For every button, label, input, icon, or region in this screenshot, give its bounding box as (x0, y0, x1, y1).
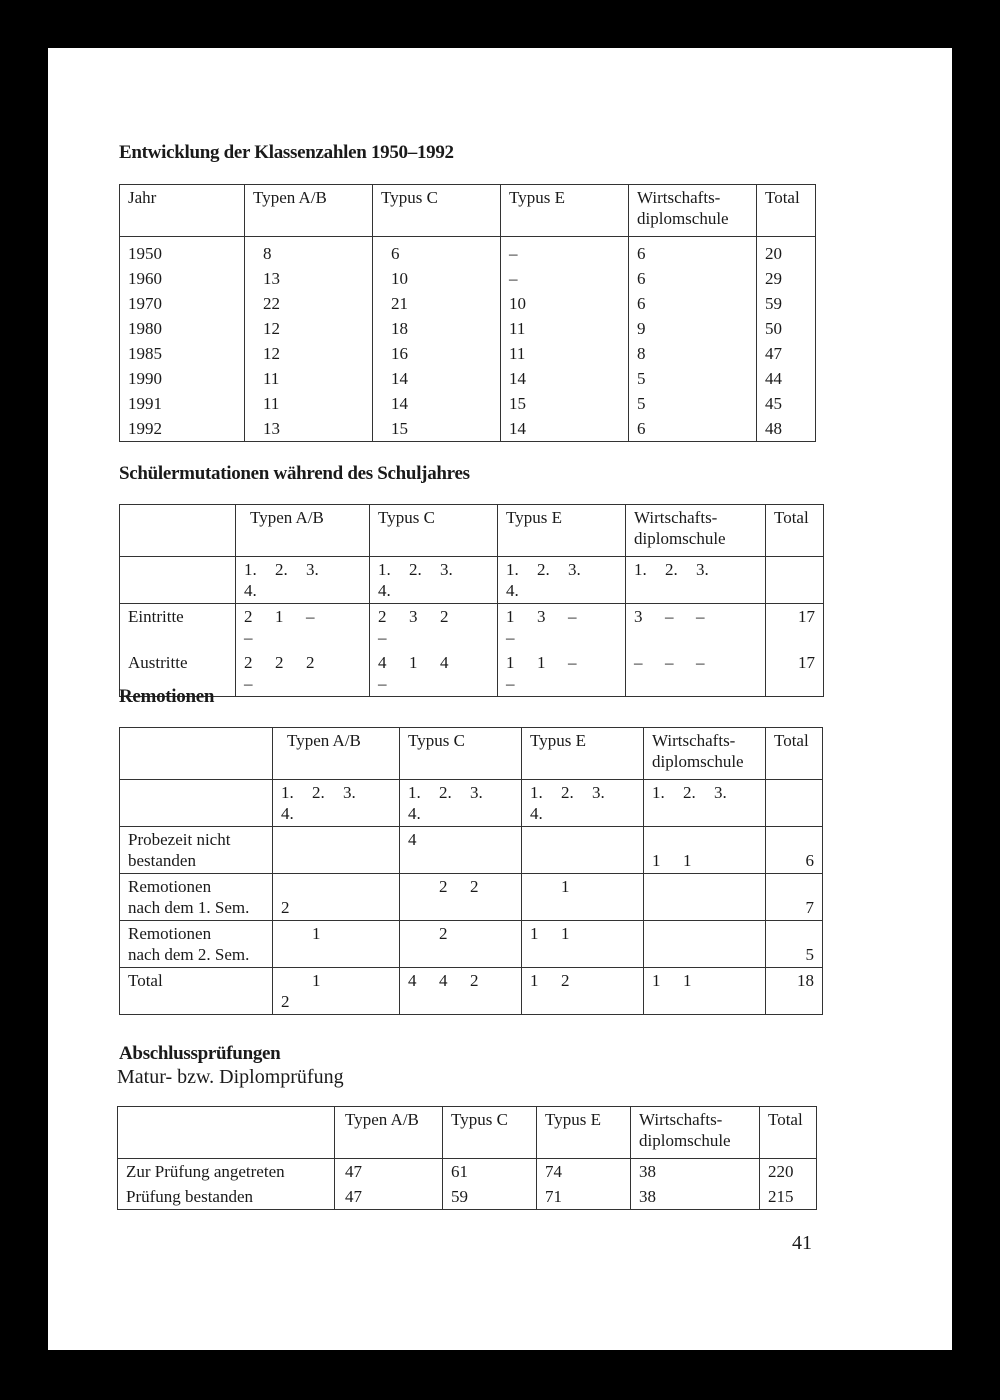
table-cell (498, 557, 626, 604)
corner-cell (766, 780, 823, 827)
table-cell (626, 650, 766, 697)
grade-value: – (568, 653, 577, 672)
col-header: Typus C (400, 728, 522, 780)
grade-value: 2. (665, 560, 678, 579)
table-row (120, 921, 823, 968)
table-cell (644, 874, 766, 921)
table-cell: Total (120, 968, 273, 1015)
page-number: 41 (792, 1232, 812, 1254)
heading-abschlusspruefungen: Abschlussprüfungen (119, 1043, 281, 1064)
table-cell: – (501, 237, 629, 267)
table-row (120, 827, 823, 874)
table-cell: 18 (373, 316, 501, 341)
table-cell (273, 827, 400, 874)
table-cell: 5 (629, 391, 757, 416)
label-line: Probezeit nicht (128, 830, 231, 849)
grade-value: 3 (409, 607, 418, 626)
table-cell: 47 (335, 1184, 443, 1210)
grade-value: 1 (561, 924, 570, 943)
table-row (118, 1159, 817, 1185)
table-cell: 14 (373, 366, 501, 391)
table-row (120, 237, 816, 267)
col-header: Typus E (537, 1107, 631, 1159)
grade-value: 1 (530, 971, 539, 990)
grade-value: 2 (440, 607, 449, 626)
table-cell: Prüfung bestanden (118, 1184, 335, 1210)
label-line: Remotionen (128, 877, 212, 896)
table-cell: 20 (757, 237, 816, 267)
table-cell: 215 (760, 1184, 817, 1210)
table-cell: Zur Prüfung angetreten (118, 1159, 335, 1185)
table-header (118, 1107, 817, 1159)
table-cell: 38 (631, 1184, 760, 1210)
grade-value: 1 (683, 851, 692, 870)
grade-value: 2. (439, 783, 452, 802)
subheading: Matur- bzw. Diplomprüfung (117, 1066, 344, 1088)
table-cell (400, 874, 522, 921)
grade-value: 2 (244, 653, 253, 672)
table-row (120, 650, 824, 697)
grade-value: 1. (378, 560, 391, 579)
table-header (120, 185, 816, 237)
grade-value: 4. (281, 804, 294, 823)
table-cell: 6 (629, 291, 757, 316)
table-row (120, 366, 816, 391)
col-header: Typus C (443, 1107, 537, 1159)
grade-value: 1. (530, 783, 543, 802)
col-header: Total (766, 728, 823, 780)
grade-value: 2 (378, 607, 387, 626)
table-cell: 10 (373, 266, 501, 291)
grade-value: – (665, 607, 674, 626)
grade-value: 1 (506, 653, 515, 672)
table-cell (522, 827, 644, 874)
grade-value: – (506, 674, 515, 693)
table-cell: 21 (373, 291, 501, 316)
table-cell: 14 (501, 416, 629, 442)
table-cell (370, 650, 498, 697)
corner-cell (120, 505, 236, 557)
grade-value: – (634, 653, 643, 672)
table-cell: 13 (245, 266, 373, 291)
grade-value: 2 (470, 877, 479, 896)
table-cell: 74 (537, 1159, 631, 1185)
col-header: Typen A/B (245, 185, 373, 237)
table-cell: 7 (766, 874, 823, 921)
table-cell: 5 (629, 366, 757, 391)
table-cell (273, 968, 400, 1015)
table-cell: – (501, 266, 629, 291)
corner-cell (766, 557, 824, 604)
table-cell (236, 557, 370, 604)
table-cell: 14 (373, 391, 501, 416)
table-cell (644, 827, 766, 874)
table-row (120, 416, 816, 442)
table-abschlusspruefungen (117, 1106, 817, 1210)
table-cell: 15 (501, 391, 629, 416)
grade-value: 2. (537, 560, 550, 579)
table-cell: 38 (631, 1159, 760, 1185)
table-cell: 14 (501, 366, 629, 391)
table-row (120, 341, 816, 366)
table-cell: 45 (757, 391, 816, 416)
table-cell: 9 (629, 316, 757, 341)
grade-value: 1. (281, 783, 294, 802)
grade-value: 1. (408, 783, 421, 802)
table-cell: 6 (629, 237, 757, 267)
table-cell: 59 (443, 1184, 537, 1210)
table-row (120, 291, 816, 316)
table-cell: 29 (757, 266, 816, 291)
header-line: Wirtschafts- (639, 1110, 723, 1129)
table-cell: 1970 (120, 291, 245, 316)
table-cell: Eintritte (120, 604, 236, 651)
grade-value: 4. (408, 804, 421, 823)
grade-value: 2. (683, 783, 696, 802)
row-label (120, 921, 273, 968)
grade-value: 3. (470, 783, 483, 802)
table-cell: 17 (766, 650, 824, 697)
col-header (629, 185, 757, 237)
table-cell: 10 (501, 291, 629, 316)
grade-value: 4 (440, 653, 449, 672)
grade-value: 1 (409, 653, 418, 672)
grade-value: 2 (244, 607, 253, 626)
table-row (120, 604, 824, 651)
grade-value: – (378, 674, 387, 693)
heading-remotionen: Remotionen (119, 686, 215, 707)
table-cell: 5 (766, 921, 823, 968)
grade-value: 3 (537, 607, 546, 626)
table-cell (644, 968, 766, 1015)
table-cell: 44 (757, 366, 816, 391)
corner-cell (118, 1107, 335, 1159)
table-cell: 13 (245, 416, 373, 442)
grade-value: 2. (312, 783, 325, 802)
table-cell (644, 780, 766, 827)
table-cell: 12 (245, 341, 373, 366)
header-line: diplomschule (639, 1131, 731, 1150)
table-cell (522, 780, 644, 827)
table-row (118, 1184, 817, 1210)
table-cell: 48 (757, 416, 816, 442)
grade-value: 4 (408, 830, 417, 849)
table-cell (626, 604, 766, 651)
table-cell: 71 (537, 1184, 631, 1210)
label-line: Remotionen (128, 924, 212, 943)
table-cell (522, 921, 644, 968)
table-cell: 1991 (120, 391, 245, 416)
grade-value: 1. (634, 560, 647, 579)
table-row (120, 391, 816, 416)
table-cell (498, 650, 626, 697)
grade-value: 2 (275, 653, 284, 672)
col-header: Total (760, 1107, 817, 1159)
table-cell: 8 (245, 237, 373, 267)
grade-value: – (244, 628, 253, 647)
corner-cell (120, 728, 273, 780)
table-cell: 47 (335, 1159, 443, 1185)
table-cell (370, 604, 498, 651)
header-line: diplomschule (634, 529, 726, 548)
table-cell (644, 921, 766, 968)
table-cell (273, 780, 400, 827)
table-cell (236, 650, 370, 697)
grade-value: 3. (568, 560, 581, 579)
table-cell: 6 (766, 827, 823, 874)
document-page (48, 48, 952, 1350)
grade-value: 1 (275, 607, 284, 626)
grade-header-row (120, 780, 823, 827)
header-line: Wirtschafts- (652, 731, 736, 750)
table-cell: 22 (245, 291, 373, 316)
table-remotionen (119, 727, 823, 1015)
table-cell (400, 968, 522, 1015)
table-cell (400, 921, 522, 968)
header-line: diplomschule (652, 752, 744, 771)
table-cell: 18 (766, 968, 823, 1015)
table-cell: 11 (245, 391, 373, 416)
heading-schuelermutationen: Schülermutationen während des Schuljahres (119, 463, 470, 484)
table-cell: 1980 (120, 316, 245, 341)
table-row (120, 968, 823, 1015)
col-header: Jahr (120, 185, 245, 237)
grade-value: 3 (634, 607, 643, 626)
col-header: Typen A/B (273, 728, 400, 780)
row-label (120, 874, 273, 921)
grade-header-row (120, 557, 824, 604)
table-cell: 1950 (120, 237, 245, 267)
table-schuelermutationen (119, 504, 824, 697)
grade-value: – (306, 607, 315, 626)
table-cell: 8 (629, 341, 757, 366)
table-cell: 50 (757, 316, 816, 341)
table-cell (498, 604, 626, 651)
table-cell: 6 (629, 266, 757, 291)
grade-value: 3. (592, 783, 605, 802)
table-cell (273, 921, 400, 968)
col-header: Typen A/B (236, 505, 370, 557)
grade-value: 1 (312, 924, 321, 943)
grade-value: 2 (561, 971, 570, 990)
grade-value: 2 (439, 924, 448, 943)
corner-cell (120, 780, 273, 827)
col-header (631, 1107, 760, 1159)
table-cell (370, 557, 498, 604)
label-line: nach dem 2. Sem. (128, 945, 250, 964)
label-line: nach dem 1. Sem. (128, 898, 250, 917)
grade-value: 2 (470, 971, 479, 990)
grade-value: – (568, 607, 577, 626)
table-cell: 11 (501, 316, 629, 341)
grade-value: – (665, 653, 674, 672)
table-row (120, 874, 823, 921)
table-cell: 17 (766, 604, 824, 651)
table-cell: 11 (501, 341, 629, 366)
grade-value: 1 (683, 971, 692, 990)
table-cell: Austritte (120, 650, 236, 697)
table-cell: 15 (373, 416, 501, 442)
grade-value: 3. (696, 560, 709, 579)
table-cell: 220 (760, 1159, 817, 1185)
grade-value: 3. (343, 783, 356, 802)
grade-value: 4 (408, 971, 417, 990)
table-header (120, 505, 824, 557)
grade-value: 4. (506, 581, 519, 600)
table-cell (522, 968, 644, 1015)
grade-value: 4. (244, 581, 257, 600)
grade-value: 1. (652, 783, 665, 802)
table-cell: 47 (757, 341, 816, 366)
grade-value: 1 (530, 924, 539, 943)
col-header: Typus C (370, 505, 498, 557)
grade-value: – (506, 628, 515, 647)
header-line: diplomschule (637, 209, 729, 228)
grade-value: 4 (439, 971, 448, 990)
col-header (644, 728, 766, 780)
heading-klassenzahlen: Entwicklung der Klassenzahlen 1950–1992 (119, 142, 454, 163)
table-cell: 1990 (120, 366, 245, 391)
grade-value: 4. (378, 581, 391, 600)
table-cell: 16 (373, 341, 501, 366)
grade-value: 1. (506, 560, 519, 579)
header-line: Wirtschafts- (634, 508, 718, 527)
grade-value: – (696, 653, 705, 672)
grade-value: 2 (281, 898, 290, 917)
table-cell (400, 827, 522, 874)
col-header: Typus E (498, 505, 626, 557)
grade-value: – (244, 674, 253, 693)
grade-value: 2 (281, 992, 290, 1011)
table-klassenzahlen (119, 184, 816, 442)
table-cell: 6 (629, 416, 757, 442)
table-cell (400, 780, 522, 827)
grade-value: 1 (561, 877, 570, 896)
grade-value: 3. (306, 560, 319, 579)
grade-value: 3. (714, 783, 727, 802)
grade-value: 3. (440, 560, 453, 579)
grade-value: 4 (378, 653, 387, 672)
col-header: Typus C (373, 185, 501, 237)
col-header (626, 505, 766, 557)
col-header: Total (766, 505, 824, 557)
grade-value: 2. (561, 783, 574, 802)
table-cell (236, 604, 370, 651)
table-header (120, 728, 823, 780)
grade-value: 2 (439, 877, 448, 896)
table-cell: 1992 (120, 416, 245, 442)
grade-value: – (378, 628, 387, 647)
table-cell: 11 (245, 366, 373, 391)
header-line: Wirtschafts- (637, 188, 721, 207)
grade-value: 4. (530, 804, 543, 823)
table-cell: 1960 (120, 266, 245, 291)
col-header: Typen A/B (335, 1107, 443, 1159)
col-header: Typus E (522, 728, 644, 780)
grade-value: 1. (244, 560, 257, 579)
table-cell: 12 (245, 316, 373, 341)
table-cell: 1985 (120, 341, 245, 366)
table-cell (273, 874, 400, 921)
table-row (120, 316, 816, 341)
corner-cell (120, 557, 236, 604)
table-cell: 59 (757, 291, 816, 316)
grade-value: 1 (506, 607, 515, 626)
grade-value: 2 (306, 653, 315, 672)
grade-value: 1 (652, 971, 661, 990)
row-label (120, 827, 273, 874)
col-header: Total (757, 185, 816, 237)
table-row (120, 266, 816, 291)
grade-value: 1 (312, 971, 321, 990)
grade-value: – (696, 607, 705, 626)
table-cell: 6 (373, 237, 501, 267)
table-cell (626, 557, 766, 604)
grade-value: 2. (409, 560, 422, 579)
grade-value: 1 (652, 851, 661, 870)
label-line: bestanden (128, 851, 196, 870)
table-cell: 61 (443, 1159, 537, 1185)
grade-value: 1 (537, 653, 546, 672)
table-cell (522, 874, 644, 921)
grade-value: 2. (275, 560, 288, 579)
col-header: Typus E (501, 185, 629, 237)
